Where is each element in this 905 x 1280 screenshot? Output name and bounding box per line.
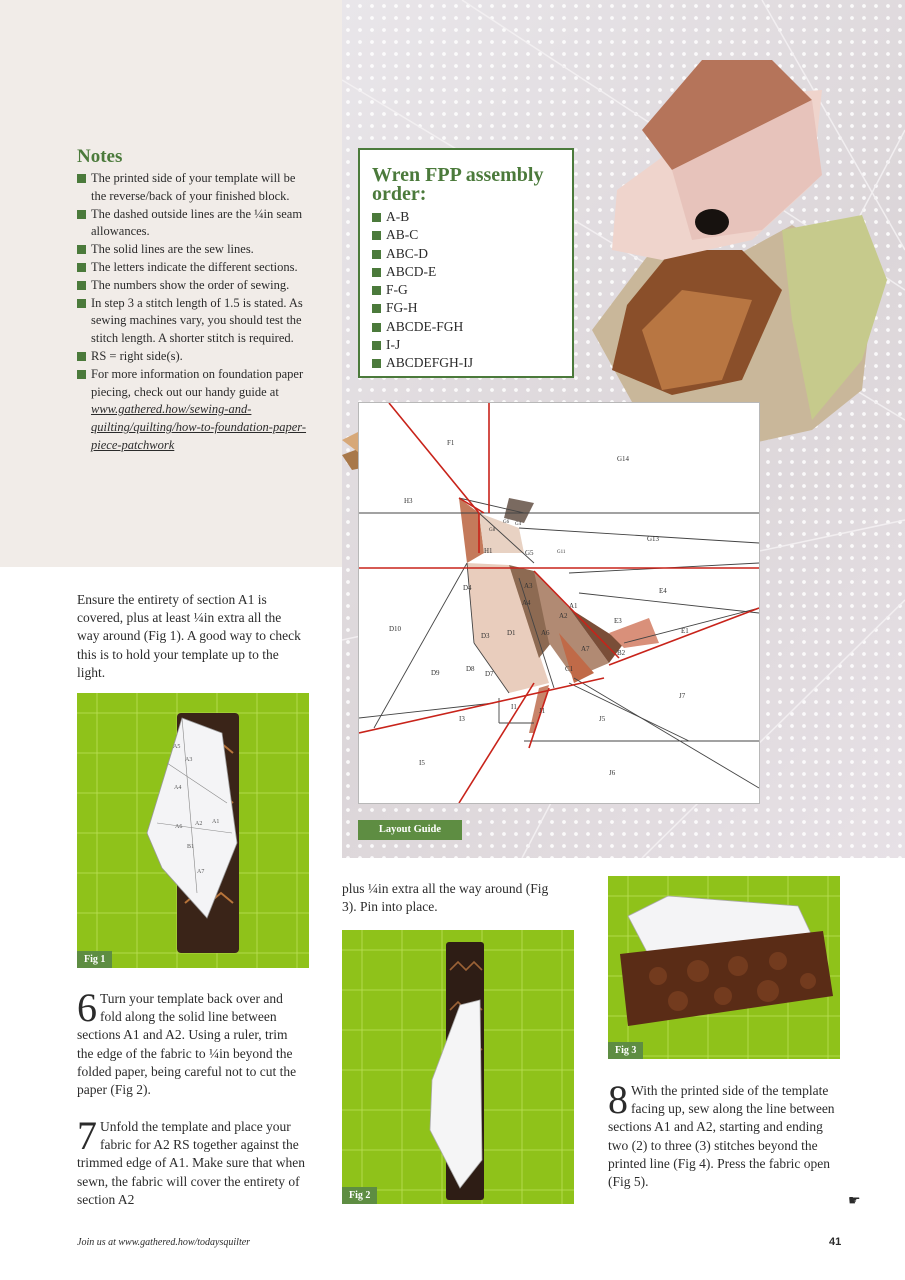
assembly-order-box: [358, 148, 574, 378]
guide-label-j1: J1: [539, 707, 546, 715]
guide-label-h1: H1: [484, 547, 493, 555]
fig1-photo: [77, 693, 309, 968]
guide-label-f1: F1: [447, 439, 455, 447]
assembly-step: ABCD-E: [372, 263, 560, 281]
pointing-hand-icon: ☛: [848, 1194, 861, 1209]
fig3-caption: Fig 3: [608, 1042, 643, 1059]
guide-label-d9: D9: [431, 669, 440, 677]
fig1-label-a1: A1: [212, 819, 220, 825]
guide-label-a4: A4: [522, 599, 531, 607]
note-item: The printed side of your template will be the reverse/back of your finished block.: [77, 170, 309, 206]
fig1-label-a7: A7: [197, 869, 205, 875]
guide-label-d7: D7: [485, 670, 494, 678]
guide-label-d1: D1: [507, 629, 516, 637]
guide-label-a1: A1: [569, 602, 578, 610]
guide-label-j5: J5: [599, 715, 606, 723]
fig3-photo: [608, 876, 840, 1059]
note-item: The numbers show the order of sewing.: [77, 277, 309, 295]
step-8-number: 8: [608, 1077, 628, 1122]
assembly-step: ABC-D: [372, 245, 560, 263]
notes-section: [77, 146, 309, 455]
guide-label-g14: G14: [617, 455, 630, 463]
guide-label-j7: J7: [679, 692, 686, 700]
fig1-label-a2: A2: [195, 821, 203, 827]
fig1-label-a5: A5: [173, 744, 181, 750]
page-number: 41: [829, 1236, 842, 1248]
assembly-list: [372, 208, 560, 373]
guide-label-d10: D10: [389, 625, 402, 633]
assembly-step: FG-H: [372, 299, 560, 317]
guide-label-e4: E4: [659, 587, 667, 595]
assembly-step: ABCDEFGH-IJ: [372, 354, 560, 372]
guide-label-j6: J6: [609, 769, 616, 777]
fig1-label-a6: A6: [175, 824, 183, 830]
step-6-text: Turn your template back over and fold along the solid line between sections A1 and A2. Using a ruler, trim the edge of the fabric to ¼in beyond the folded paper, being careful not to cut the paper (Fig 2).: [77, 991, 297, 1098]
guide-label-d4: D4: [463, 584, 472, 592]
step-7: [77, 1113, 309, 1209]
continued-paragraph: plus ¼in extra all the way around (Fig 3). Pin into place.: [342, 881, 549, 915]
notes-title: Notes: [77, 146, 123, 167]
step-8-text: With the printed side of the template facing up, sew along the line between sections A1 and A2, starting and ending two (2) to three (3) stitches beyond the printed line (Fig 4). Press the fabric open (Fig 5).: [608, 1083, 835, 1190]
note-item: The solid lines are the sew lines.: [77, 241, 309, 259]
guide-label-g8: G8: [489, 528, 496, 533]
fig2-image: [342, 930, 574, 1204]
intro-paragraph: Ensure the entirety of section A1 is covered, plus at least ¼in extra all the way around (Fig 1). A good way to check this is to hold your template up to the light.: [77, 592, 301, 680]
assembly-step: ABCDE-FGH: [372, 318, 560, 336]
note-item-text: For more information on foundation paper piecing, check out our handy guide at: [91, 366, 304, 399]
assembly-step: AB-C: [372, 226, 560, 244]
fpp-guide-link[interactable]: www.gathered.how/sewing-and-quilting/quilting/how-to-foundation-paper-piece-patchwork: [91, 402, 307, 452]
guide-label-g4: G4: [515, 522, 522, 527]
notes-list: [77, 170, 309, 455]
assembly-title: Wren FPP assembly order:: [372, 164, 544, 205]
note-item-with-link: [77, 366, 309, 455]
fig1-caption: Fig 1: [77, 951, 112, 968]
note-item: The dashed outside lines are the ¼in seam allowances.: [77, 206, 309, 242]
footer-text: Join us at www.gathered.how/todaysquilter: [77, 1237, 251, 1248]
guide-label-a2: A2: [559, 612, 568, 620]
guide-label-a7: A7: [581, 645, 590, 653]
assembly-step: I-J: [372, 336, 560, 354]
guide-label-d3: D3: [481, 632, 490, 640]
guide-label-a6: A6: [541, 629, 550, 637]
fig2-caption: Fig 2: [342, 1187, 377, 1204]
step-7-number: 7: [77, 1113, 97, 1158]
guide-label-g6: G6: [503, 520, 510, 525]
fig1-image: [77, 693, 309, 968]
fig1-label-a3: A3: [185, 757, 193, 763]
guide-label-i1: I1: [511, 703, 517, 711]
note-item: The letters indicate the different sections.: [77, 259, 309, 277]
fig2-photo: [342, 930, 574, 1204]
guide-label-g13: G13: [647, 535, 660, 543]
guide-label-e1: E1: [681, 627, 689, 635]
guide-label-e3: E3: [614, 617, 622, 625]
guide-label-g5: G5: [525, 549, 534, 557]
step-6-number: 6: [77, 985, 97, 1030]
assembly-step: A-B: [372, 208, 560, 226]
assembly-step: F-G: [372, 281, 560, 299]
guide-label-i5: I5: [419, 759, 425, 767]
fig1-label-b1: B1: [187, 844, 195, 850]
guide-label-d8: D8: [466, 665, 475, 673]
guide-label-b2: B2: [617, 649, 626, 657]
step-8: [608, 1077, 840, 1191]
step-7-text: Unfold the template and place your fabric for A2 RS together against the trimmed edge of A1. Make sure that when sewn, the fabric will cover the entirety of section A2: [77, 1119, 305, 1207]
guide-label-c1: C1: [565, 665, 574, 673]
guide-label-a3: A3: [524, 582, 533, 590]
layout-guide-caption: Layout Guide: [358, 820, 462, 840]
layout-guide-diagram: [358, 402, 760, 804]
guide-label-h3: H3: [404, 497, 413, 505]
layout-guide-svg: [359, 403, 759, 803]
step-6: [77, 985, 305, 1099]
fig1-label-a4: A4: [174, 785, 182, 791]
fig3-image: [608, 876, 840, 1059]
note-item: In step 3 a stitch length of 1.5 is stated. As sewing machines vary, you should test the stitch length. A shorter stitch is required.: [77, 295, 309, 348]
guide-label-g11: G11: [557, 550, 566, 555]
note-item: RS = right side(s).: [77, 348, 309, 366]
guide-label-i3: I3: [459, 715, 465, 723]
